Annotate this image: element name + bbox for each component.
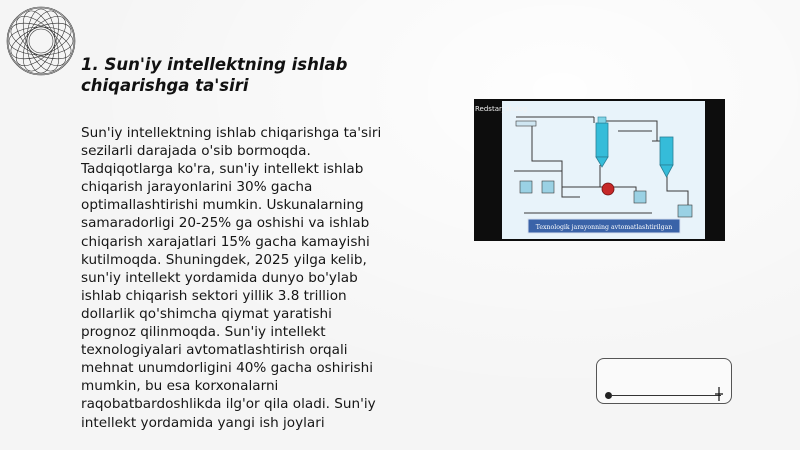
video-overlay-label: Redstar_ahdog (475, 105, 528, 113)
process-diagram (502, 101, 705, 239)
audio-player[interactable] (596, 358, 732, 404)
body-line: raqobatbardoshlikda ilg'or qila oladi. Sun'iy (81, 396, 376, 413)
body-line: intellekt yordamida yangi ish joylari (81, 414, 325, 431)
spirograph-logo-icon (4, 4, 78, 78)
body-line: texnologiyalari avtomatlashtirish orqali (81, 342, 348, 359)
body-line: mehnat unumdorligini 40% gacha oshirishi (81, 360, 373, 377)
body-line: ishlab chiqarish sektori yillik 3.8 trillion (81, 287, 347, 304)
video-caption: Texnologik jarayonning avtomatlashtirilgan (535, 224, 673, 231)
audio-progress-track[interactable] (611, 395, 721, 396)
body-line: mumkin, bu esa korxonalarni (81, 378, 279, 395)
embedded-video[interactable] (474, 99, 725, 241)
slide-title-line-2: chiqarishga ta'siri (81, 76, 249, 95)
body-line: sun'iy intellekt yordamida dunyo bo'ylab (81, 269, 358, 286)
body-line: sezilarli darajada o'sib bormoqda. (81, 143, 311, 160)
body-line: dollarlik qo'shimcha qiymat yaratishi (81, 305, 332, 322)
slide-body-text (81, 124, 399, 432)
crosshair-cursor-icon (714, 387, 724, 401)
body-line: samaradorligi 20-25% ga oshishi va ishlab (81, 215, 370, 232)
body-line: kutilmoqda. Shuningdek, 2025 yilga kelib, (81, 251, 367, 268)
body-line: chiqarish xarajatlari 15% gacha kamayishi (81, 233, 370, 250)
slide-title-line-1: 1. Sun'iy intellektning ishlab (81, 55, 348, 74)
body-line: Tadqiqotlarga ko'ra, sun'iy intellekt ishlab (81, 161, 364, 178)
body-line: optimallashtirishi mumkin. Uskunalarning (81, 197, 364, 214)
body-line: Sun'iy intellektning ishlab chiqarishga ta'siri (81, 125, 382, 141)
body-line: chiqarish jarayonlarini 30% gacha (81, 179, 313, 196)
body-line: prognoz qilinmoqda. Sun'iy intellekt (81, 324, 326, 341)
slide-title (81, 54, 381, 96)
